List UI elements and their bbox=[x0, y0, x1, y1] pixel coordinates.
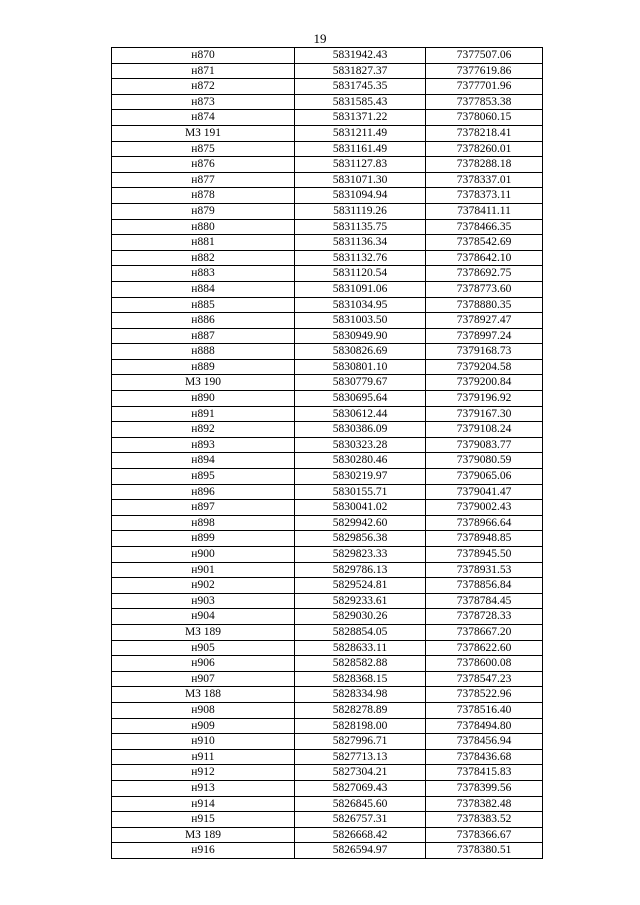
point-id-cell: н909 bbox=[112, 718, 295, 734]
point-id-cell: н914 bbox=[112, 796, 295, 812]
y-coordinate-cell: 7379196.92 bbox=[426, 391, 543, 407]
y-coordinate-cell: 7378415.83 bbox=[426, 765, 543, 781]
point-id-cell: н873 bbox=[112, 94, 295, 110]
point-id-cell: н875 bbox=[112, 141, 295, 157]
x-coordinate-cell: 5829823.33 bbox=[295, 547, 426, 563]
x-coordinate-cell: 5830219.97 bbox=[295, 469, 426, 485]
table-row bbox=[112, 219, 543, 235]
x-coordinate-cell: 5829942.60 bbox=[295, 515, 426, 531]
y-coordinate-cell: 7379108.24 bbox=[426, 422, 543, 438]
x-coordinate-cell: 5828854.05 bbox=[295, 624, 426, 640]
point-id-cell: н908 bbox=[112, 702, 295, 718]
point-id-cell: н878 bbox=[112, 188, 295, 204]
x-coordinate-cell: 5828278.89 bbox=[295, 702, 426, 718]
point-id-cell: н870 bbox=[112, 48, 295, 64]
x-coordinate-cell: 5827996.71 bbox=[295, 734, 426, 750]
table-row bbox=[112, 656, 543, 672]
point-id-cell: н896 bbox=[112, 484, 295, 500]
y-coordinate-cell: 7379168.73 bbox=[426, 344, 543, 360]
point-id-cell: н888 bbox=[112, 344, 295, 360]
y-coordinate-cell: 7379083.77 bbox=[426, 437, 543, 453]
y-coordinate-cell: 7378667.20 bbox=[426, 624, 543, 640]
x-coordinate-cell: 5831034.95 bbox=[295, 297, 426, 313]
y-coordinate-cell: 7378642.10 bbox=[426, 250, 543, 266]
table-row bbox=[112, 328, 543, 344]
point-id-cell: н900 bbox=[112, 547, 295, 563]
table-row bbox=[112, 48, 543, 64]
table-row bbox=[112, 94, 543, 110]
y-coordinate-cell: 7378522.96 bbox=[426, 687, 543, 703]
y-coordinate-cell: 7378288.18 bbox=[426, 157, 543, 173]
point-id-cell: н880 bbox=[112, 219, 295, 235]
table-row bbox=[112, 765, 543, 781]
x-coordinate-cell: 5831136.34 bbox=[295, 235, 426, 251]
y-coordinate-cell: 7378380.51 bbox=[426, 843, 543, 859]
table-row bbox=[112, 796, 543, 812]
x-coordinate-cell: 5829856.38 bbox=[295, 531, 426, 547]
point-id-cell: н889 bbox=[112, 359, 295, 375]
x-coordinate-cell: 5830386.09 bbox=[295, 422, 426, 438]
table-row bbox=[112, 734, 543, 750]
page-number: 19 bbox=[313, 31, 327, 46]
table-row bbox=[112, 484, 543, 500]
x-coordinate-cell: 5830779.67 bbox=[295, 375, 426, 391]
y-coordinate-cell: 7378966.64 bbox=[426, 515, 543, 531]
point-id-cell: н886 bbox=[112, 313, 295, 329]
x-coordinate-cell: 5830612.44 bbox=[295, 406, 426, 422]
point-id-cell: н898 bbox=[112, 515, 295, 531]
point-id-cell: н885 bbox=[112, 297, 295, 313]
x-coordinate-cell: 5831161.49 bbox=[295, 141, 426, 157]
x-coordinate-cell: 5826594.97 bbox=[295, 843, 426, 859]
x-coordinate-cell: 5828334.98 bbox=[295, 687, 426, 703]
x-coordinate-cell: 5827069.43 bbox=[295, 780, 426, 796]
point-id-cell: н894 bbox=[112, 453, 295, 469]
table-row bbox=[112, 578, 543, 594]
y-coordinate-cell: 7378060.15 bbox=[426, 110, 543, 126]
y-coordinate-cell: 7379167.30 bbox=[426, 406, 543, 422]
table-row bbox=[112, 63, 543, 79]
x-coordinate-cell: 5828633.11 bbox=[295, 640, 426, 656]
point-id-cell: н906 bbox=[112, 656, 295, 672]
coordinates-table bbox=[111, 47, 543, 859]
y-coordinate-cell: 7378382.48 bbox=[426, 796, 543, 812]
x-coordinate-cell: 5831091.06 bbox=[295, 281, 426, 297]
point-id-cell: н902 bbox=[112, 578, 295, 594]
point-id-cell: н881 bbox=[112, 235, 295, 251]
x-coordinate-cell: 5830323.28 bbox=[295, 437, 426, 453]
table-row bbox=[112, 375, 543, 391]
x-coordinate-cell: 5829030.26 bbox=[295, 609, 426, 625]
y-coordinate-cell: 7378218.41 bbox=[426, 125, 543, 141]
y-coordinate-cell: 7377701.96 bbox=[426, 79, 543, 95]
point-id-cell: н899 bbox=[112, 531, 295, 547]
x-coordinate-cell: 5831071.30 bbox=[295, 172, 426, 188]
point-id-cell: н916 bbox=[112, 843, 295, 859]
table-row bbox=[112, 437, 543, 453]
x-coordinate-cell: 5831127.83 bbox=[295, 157, 426, 173]
point-id-cell: н879 bbox=[112, 203, 295, 219]
x-coordinate-cell: 5830041.02 bbox=[295, 500, 426, 516]
y-coordinate-cell: 7378399.56 bbox=[426, 780, 543, 796]
x-coordinate-cell: 5830155.71 bbox=[295, 484, 426, 500]
table-row bbox=[112, 827, 543, 843]
x-coordinate-cell: 5830801.10 bbox=[295, 359, 426, 375]
x-coordinate-cell: 5830949.90 bbox=[295, 328, 426, 344]
point-id-cell: н890 bbox=[112, 391, 295, 407]
table-row bbox=[112, 562, 543, 578]
point-id-cell: н884 bbox=[112, 281, 295, 297]
y-coordinate-cell: 7378856.84 bbox=[426, 578, 543, 594]
table-row bbox=[112, 531, 543, 547]
point-id-cell: МЗ 191 bbox=[112, 125, 295, 141]
y-coordinate-cell: 7379041.47 bbox=[426, 484, 543, 500]
table-row bbox=[112, 188, 543, 204]
point-id-cell: н911 bbox=[112, 749, 295, 765]
x-coordinate-cell: 5830826.69 bbox=[295, 344, 426, 360]
y-coordinate-cell: 7378784.45 bbox=[426, 593, 543, 609]
y-coordinate-cell: 7378542.69 bbox=[426, 235, 543, 251]
point-id-cell: МЗ 189 bbox=[112, 624, 295, 640]
x-coordinate-cell: 5827713.13 bbox=[295, 749, 426, 765]
x-coordinate-cell: 5830280.46 bbox=[295, 453, 426, 469]
y-coordinate-cell: 7378880.35 bbox=[426, 297, 543, 313]
table-row bbox=[112, 702, 543, 718]
x-coordinate-cell: 5826757.31 bbox=[295, 812, 426, 828]
table-row bbox=[112, 266, 543, 282]
x-coordinate-cell: 5831119.26 bbox=[295, 203, 426, 219]
point-id-cell: МЗ 190 bbox=[112, 375, 295, 391]
point-id-cell: н904 bbox=[112, 609, 295, 625]
x-coordinate-cell: 5826668.42 bbox=[295, 827, 426, 843]
table-row bbox=[112, 125, 543, 141]
point-id-cell: н913 bbox=[112, 780, 295, 796]
y-coordinate-cell: 7378931.53 bbox=[426, 562, 543, 578]
point-id-cell: н882 bbox=[112, 250, 295, 266]
table-row bbox=[112, 469, 543, 485]
table-row bbox=[112, 500, 543, 516]
y-coordinate-cell: 7378337.01 bbox=[426, 172, 543, 188]
table-row bbox=[112, 281, 543, 297]
y-coordinate-cell: 7378622.60 bbox=[426, 640, 543, 656]
y-coordinate-cell: 7378547.23 bbox=[426, 671, 543, 687]
point-id-cell: н883 bbox=[112, 266, 295, 282]
y-coordinate-cell: 7378411.11 bbox=[426, 203, 543, 219]
table-row bbox=[112, 624, 543, 640]
y-coordinate-cell: 7378692.75 bbox=[426, 266, 543, 282]
point-id-cell: н915 bbox=[112, 812, 295, 828]
y-coordinate-cell: 7379200.84 bbox=[426, 375, 543, 391]
y-coordinate-cell: 7378466.35 bbox=[426, 219, 543, 235]
table-row bbox=[112, 780, 543, 796]
point-id-cell: н874 bbox=[112, 110, 295, 126]
point-id-cell: н912 bbox=[112, 765, 295, 781]
table-row bbox=[112, 453, 543, 469]
table-row bbox=[112, 313, 543, 329]
point-id-cell: н876 bbox=[112, 157, 295, 173]
x-coordinate-cell: 5831585.43 bbox=[295, 94, 426, 110]
point-id-cell: н872 bbox=[112, 79, 295, 95]
x-coordinate-cell: 5831132.76 bbox=[295, 250, 426, 266]
y-coordinate-cell: 7378373.11 bbox=[426, 188, 543, 204]
point-id-cell: н910 bbox=[112, 734, 295, 750]
table-row bbox=[112, 235, 543, 251]
table-row bbox=[112, 172, 543, 188]
table-row bbox=[112, 297, 543, 313]
x-coordinate-cell: 5826845.60 bbox=[295, 796, 426, 812]
x-coordinate-cell: 5827304.21 bbox=[295, 765, 426, 781]
y-coordinate-cell: 7378945.50 bbox=[426, 547, 543, 563]
y-coordinate-cell: 7378728.33 bbox=[426, 609, 543, 625]
point-id-cell: н905 bbox=[112, 640, 295, 656]
table-row bbox=[112, 749, 543, 765]
y-coordinate-cell: 7379080.59 bbox=[426, 453, 543, 469]
x-coordinate-cell: 5830695.64 bbox=[295, 391, 426, 407]
y-coordinate-cell: 7377507.06 bbox=[426, 48, 543, 64]
point-id-cell: н897 bbox=[112, 500, 295, 516]
table-row bbox=[112, 203, 543, 219]
table-row bbox=[112, 344, 543, 360]
y-coordinate-cell: 7378366.67 bbox=[426, 827, 543, 843]
x-coordinate-cell: 5831745.35 bbox=[295, 79, 426, 95]
y-coordinate-cell: 7378927.47 bbox=[426, 313, 543, 329]
x-coordinate-cell: 5831827.37 bbox=[295, 63, 426, 79]
point-id-cell: н877 bbox=[112, 172, 295, 188]
point-id-cell: н895 bbox=[112, 469, 295, 485]
table-row bbox=[112, 593, 543, 609]
y-coordinate-cell: 7378436.68 bbox=[426, 749, 543, 765]
table-row bbox=[112, 391, 543, 407]
point-id-cell: н892 bbox=[112, 422, 295, 438]
x-coordinate-cell: 5828582.88 bbox=[295, 656, 426, 672]
table-row bbox=[112, 812, 543, 828]
table-row bbox=[112, 250, 543, 266]
y-coordinate-cell: 7378516.40 bbox=[426, 702, 543, 718]
point-id-cell: МЗ 189 bbox=[112, 827, 295, 843]
x-coordinate-cell: 5831942.43 bbox=[295, 48, 426, 64]
table-row bbox=[112, 141, 543, 157]
y-coordinate-cell: 7378456.94 bbox=[426, 734, 543, 750]
y-coordinate-cell: 7379002.43 bbox=[426, 500, 543, 516]
table-row bbox=[112, 406, 543, 422]
y-coordinate-cell: 7378948.85 bbox=[426, 531, 543, 547]
x-coordinate-cell: 5831371.22 bbox=[295, 110, 426, 126]
x-coordinate-cell: 5829233.61 bbox=[295, 593, 426, 609]
x-coordinate-cell: 5828368.15 bbox=[295, 671, 426, 687]
x-coordinate-cell: 5828198.00 bbox=[295, 718, 426, 734]
point-id-cell: н901 bbox=[112, 562, 295, 578]
point-id-cell: н907 bbox=[112, 671, 295, 687]
table-row bbox=[112, 359, 543, 375]
point-id-cell: н871 bbox=[112, 63, 295, 79]
y-coordinate-cell: 7378600.08 bbox=[426, 656, 543, 672]
y-coordinate-cell: 7378260.01 bbox=[426, 141, 543, 157]
x-coordinate-cell: 5831003.50 bbox=[295, 313, 426, 329]
table-row bbox=[112, 609, 543, 625]
x-coordinate-cell: 5829524.81 bbox=[295, 578, 426, 594]
point-id-cell: н893 bbox=[112, 437, 295, 453]
point-id-cell: н903 bbox=[112, 593, 295, 609]
table-row bbox=[112, 671, 543, 687]
table-row bbox=[112, 718, 543, 734]
y-coordinate-cell: 7378494.80 bbox=[426, 718, 543, 734]
table-row bbox=[112, 422, 543, 438]
y-coordinate-cell: 7377853.38 bbox=[426, 94, 543, 110]
y-coordinate-cell: 7378773.60 bbox=[426, 281, 543, 297]
y-coordinate-cell: 7377619.86 bbox=[426, 63, 543, 79]
y-coordinate-cell: 7379204.58 bbox=[426, 359, 543, 375]
point-id-cell: н887 bbox=[112, 328, 295, 344]
y-coordinate-cell: 7378383.52 bbox=[426, 812, 543, 828]
y-coordinate-cell: 7379065.06 bbox=[426, 469, 543, 485]
x-coordinate-cell: 5831135.75 bbox=[295, 219, 426, 235]
table-row bbox=[112, 687, 543, 703]
table-row bbox=[112, 157, 543, 173]
table-row bbox=[112, 515, 543, 531]
table-row bbox=[112, 79, 543, 95]
table-row bbox=[112, 110, 543, 126]
y-coordinate-cell: 7378997.24 bbox=[426, 328, 543, 344]
x-coordinate-cell: 5831094.94 bbox=[295, 188, 426, 204]
point-id-cell: МЗ 188 bbox=[112, 687, 295, 703]
point-id-cell: н891 bbox=[112, 406, 295, 422]
table-row bbox=[112, 547, 543, 563]
x-coordinate-cell: 5829786.13 bbox=[295, 562, 426, 578]
x-coordinate-cell: 5831211.49 bbox=[295, 125, 426, 141]
table-row bbox=[112, 843, 543, 859]
x-coordinate-cell: 5831120.54 bbox=[295, 266, 426, 282]
coordinates-table-body bbox=[112, 48, 543, 859]
table-row bbox=[112, 640, 543, 656]
